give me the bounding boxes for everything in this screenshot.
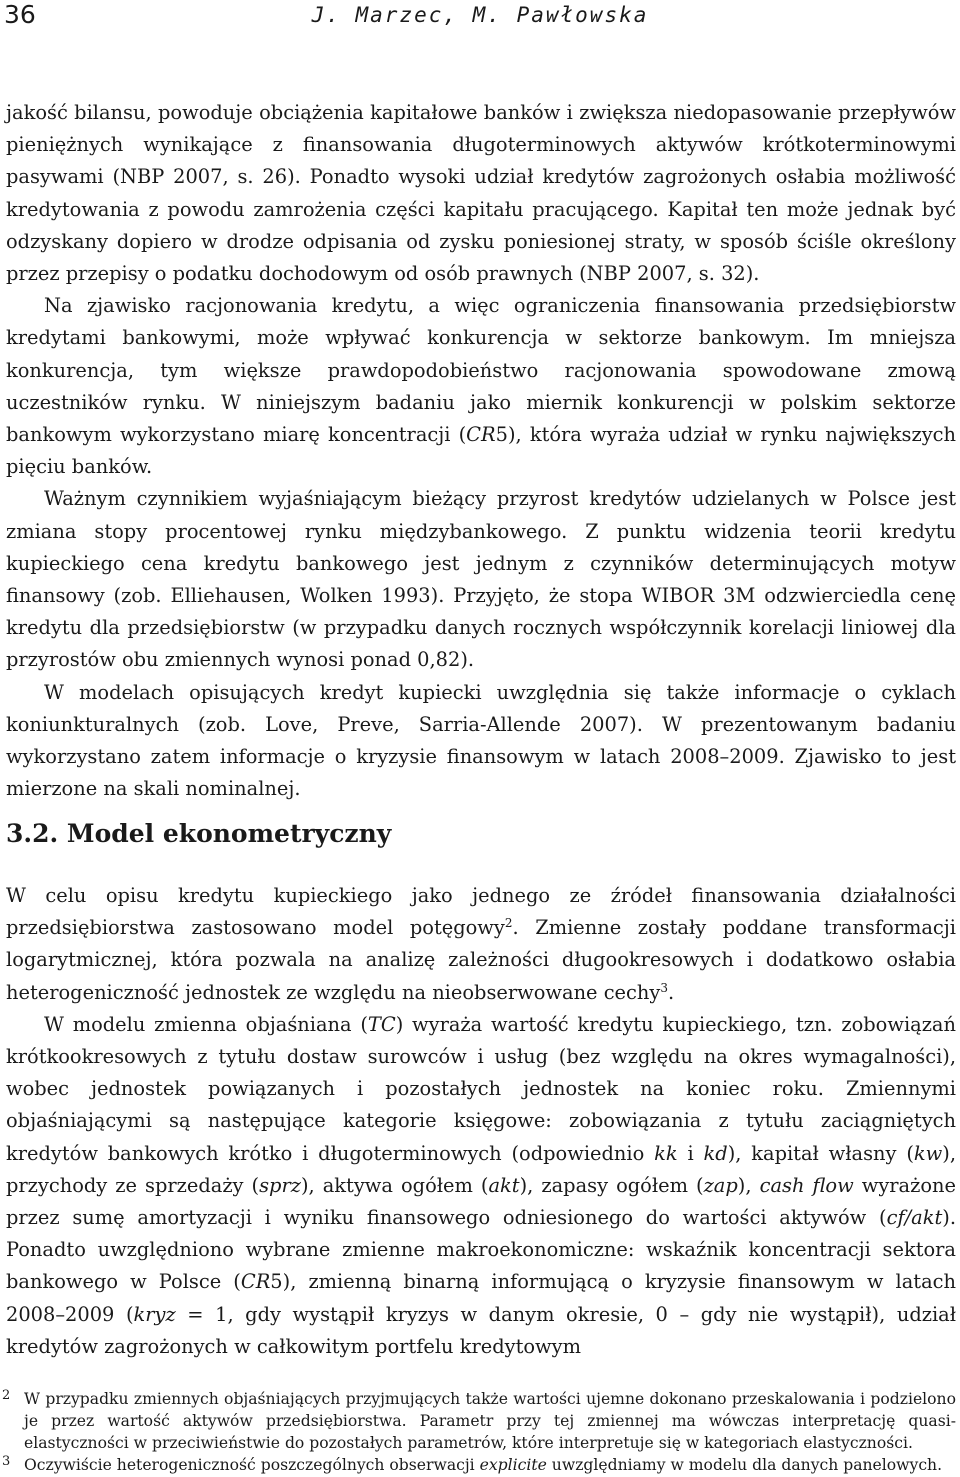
page-number: 36: [4, 0, 36, 29]
footnotes: [2, 1388, 956, 1476]
paragraph: W modelach opisujących kredyt kupiecki uwzględnia się także informacje o cyklach koniunkturalnych (zob. Love, Preve, Sarria-Allende 2007). W prezentowanym badaniu wykorzystano zatem informacje o kryzysie finansowym w latach 2008–2009. Zjawisko to jest mierzone na skali nominalnej.: [6, 680, 956, 801]
paragraph: W modelu zmienna objaśniana (TC) wyraża wartość kredytu kupieckiego, tzn. zobowiązań krótkookresowych z tytułu dostaw surowców i usług (bez względu na okres wymagalności), wobec jednostek powiązanych i pozostałych jednostek na koniec roku. Zmiennymi objaśniającymi są następujące kategorie księgowe: zobowiązania z tytułu zaciągniętych kredytów bankowych krótko i długoterminowych (odpowiednio kk i kd), kapitał własny (kw), przychody ze sprzedaży (sprz), aktywa ogółem (akt), zapasy ogółem (zap), cash flow wyrażone przez sumę amortyzacji i wyniku finansowego odniesionego do wartości aktywów (cf/akt). Ponadto uwzględniono wybrane zmienne makroekonomiczne: wskaźnik koncentracji sektora bankowego w Polsce (CR5), zmienną binarną informującą o kryzysie finansowym w latach 2008–2009 (kryz = 1, gdy wystąpił kryzys w danym okresie, 0 – gdy nie wystąpił), udział kredytów zagrożonych w całkowitym portfelu kredytowym: [6, 1012, 956, 1358]
page-header: [0, 0, 960, 30]
paragraph: Na zjawisko racjonowania kredytu, a więc ograniczenia finansowania przedsiębiorstw kredytami bankowymi, może wpływać konkurencja w sektorze bankowym. Im mniejsza konkurencja, tym większe prawdopodobieństwo racjonowania spowodowane zmową uczestników rynku. W niniejszym badaniu jako miernik konkurencji w polskim sektorze bankowym wykorzystano miarę koncentracji (CR5), która wyraża udział w rynku największych pięciu banków.: [6, 294, 956, 479]
footnote-mark: 3: [2, 1454, 11, 1469]
section-body-1: [6, 97, 956, 805]
footnote: 2 W przypadku zmiennych objaśniających przyjmujących także wartości ujemne dokonano przeskalowania i podzielono je przez wartość aktywów przedsiębiorstwa. Parametr przy tej zmiennej ma wówczas interpretację quasi-elastyczności w przeciwieństwie do pozostałych parametrów, które interpretuje się w kategoriach elastyczności.: [6, 1388, 956, 1454]
footnote-mark: 2: [2, 1388, 11, 1403]
paragraph: Ważnym czynnikiem wyjaśniającym bieżący przyrost kredytów udzielanych w Polsce jest zmiana stopy procentowej rynku międzybankowego. Z punktu widzenia teorii kredytu kupieckiego cena kredytu bankowego jest jednym z czynników determinujących motyw finansowy (zob. Elliehausen, Wolken 1993). Przyjęto, że stopa WIBOR 3M odzwierciedla cenę kredytu dla przedsiębiorstw (w przypadku danych rocznych współczynnik korelacji liniowej dla przyrostów obu zmiennych wynosi ponad 0,82).: [6, 487, 956, 672]
footnote: 3 Oczywiście heterogeniczność poszczególnych obserwacji explicite uwzględniamy w modelu dla danych panelowych.: [6, 1454, 956, 1476]
footnote-ref: 3: [660, 980, 668, 995]
section-heading: 3.2. Model ekonometryczny: [6, 819, 392, 848]
section-body-2: [6, 880, 956, 1363]
footnote-ref: 2: [504, 916, 513, 931]
paragraph: W celu opisu kredytu kupieckiego jako jednego ze źródeł finansowania działalności przedsiębiorstwa zastosowano model potęgowy$^2$. Zmienne zostały poddane transformacji logarytmicznej, która pozwala na analizę zależności długookresowych i dodatkowo osłabia heterogeniczność jednostek ze względu na nieobserwowane cechy$^3$.: [6, 884, 956, 1004]
running-head: J. Marzec, M. Pawłowska: [311, 3, 649, 27]
paragraph: jakość bilansu, powoduje obciążenia kapitałowe banków i zwiększa niedopasowanie przepływów pieniężnych wynikające z finansowania długoterminowych aktywów krótkoterminowymi pasywami (NBP 2007, s. 26). Ponadto wysoki udział kredytów zagrożonych osłabia możliwość kredytowania z powodu zamrożenia części kapitału pracującego. Kapitał ten może jednak być odzyskany dopiero w drodze odpisania od zysku poniesionej straty, w sposób ściśle określony przez przepisy o podatku dochodowym od osób prawnych (NBP 2007, s. 32).: [6, 101, 956, 286]
